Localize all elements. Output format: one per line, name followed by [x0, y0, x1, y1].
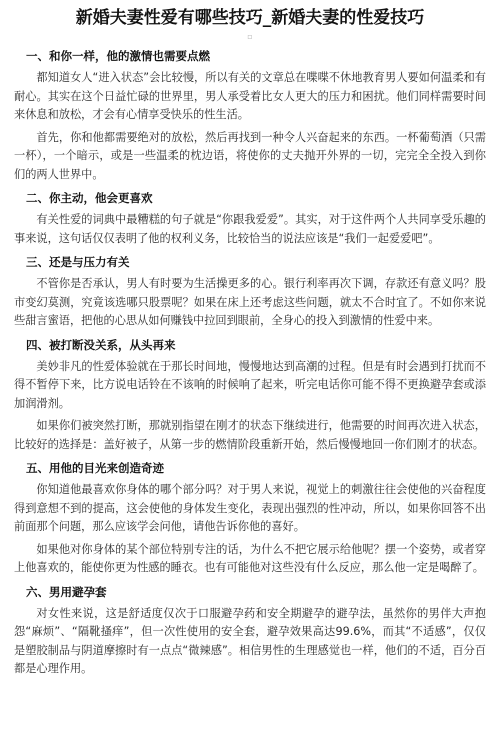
section-2 — [14, 189, 486, 248]
section-5 — [14, 459, 486, 578]
paragraph: 有关性爱的词典中最糟糕的句子就是“你跟我爱爱”。其实，对于这件两个人共同享受乐趣的事来说，这句话仅仅表明了他的权利义务，比较恰当的说法应该是“我们一起爱爱吧”。 — [14, 213, 486, 245]
paragraph: 首先，你和他都需要绝对的放松，然后再找到一种令人兴奋起来的东西。一杯葡萄酒（只需一杯），一个暗示，或是一些温柔的枕边语，将使你的丈夫抛开外界的一切，完完全全投入到你们的两人世界中。 — [14, 130, 486, 181]
section-heading: 一、和你一样，他的激情也需要点燃 — [26, 49, 210, 63]
section-4 — [14, 336, 486, 455]
section-heading: 四、被打断没关系，从头再来 — [26, 337, 176, 352]
paragraph: 如果你们被突然打断，那就别指望在刚才的状态下继续进行，他需要的时间再次进入状态，比较好的选择是：盖好被子，从第一步的燃情阶段重新开始，然后慢慢地回一你们刚才的状态。 — [14, 419, 486, 451]
section-heading: 三、还是与压力有关 — [26, 255, 130, 269]
section-heading: 二、你主动，他会更喜欢 — [26, 191, 153, 205]
paragraph: 都知道女人“进入状态”会比较慢，所以有关的文章总在喋喋不休地教育男人要如何温柔和有耐心。其实在这个日益忙碌的世界里，男人承受着比女人更大的压力和困扰。他们同样需要时间来休息和放松，才会有心情享受快乐的性生活。 — [14, 71, 486, 121]
section-3 — [14, 253, 486, 331]
article-title: 新婚夫妻性爱有哪些技巧_新婚夫妻的性爱技巧 — [75, 8, 425, 28]
title-marker-icon: ▫ — [247, 32, 253, 41]
section-heading: 五、用他的目光来创造奇迹 — [26, 461, 164, 475]
paragraph: 不管你是否承认，男人有时要为生活操更多的心。银行利率再次下调，存款还有意义吗？股市变幻莫测，究竟该选哪只股票呢？如果在床上还考虑这些问题，就太不合时宜了。不如你来说些甜言蜜语，把他的心思从如何赚钱中拉回到眼前，全身心的投入到激情的性爱中来。 — [14, 277, 486, 327]
paragraph: 你知道他最喜欢你身体的哪个部分吗？对于男人来说，视觉上的刺激往往会使他的兴奋程度得到意想不到的提高，这会使他的身体发生变化，表现出强烈的性冲动，所以，如果你回答不出前面那个问题，那么应该学会问他，请他告诉你他的喜好。 — [14, 483, 486, 533]
section-heading: 六、男用避孕套 — [26, 584, 107, 599]
paragraph: 美妙非凡的性爱体验就在于那长时间地，慢慢地达到高潮的过程。但是有时会遇到打扰而不得不暂停下来，比方说电话铃在不该响的时候响了起来，听完电话你可能不得不更换避孕套或添加润滑剂。 — [14, 359, 486, 410]
section-6 — [14, 583, 486, 679]
section-1 — [14, 47, 486, 184]
paragraph: 如果他对你身体的某个部位特别专注的话，为什么不把它展示给他呢？摆一个姿势，或者穿上他喜欢的，能使你更为性感的睡衣。也有可能他对这些没有什么反应，那么他一定是喝醉了。 — [14, 542, 486, 574]
paragraph: 对女性来说，这是舒适度仅次于口服避孕药和安全期避孕的避孕法，虽然你的男伴大声抱怨“麻烦”、“隔靴搔痒”，但一次性使用的安全套，避孕效果高达99.6%，而其“不适感”，仅仅是塑胶制品与阴道摩擦时有一点点“微辣感”。相信男性的生理感觉也一样，他们的不适，百分百都是心理作用。 — [14, 606, 486, 675]
